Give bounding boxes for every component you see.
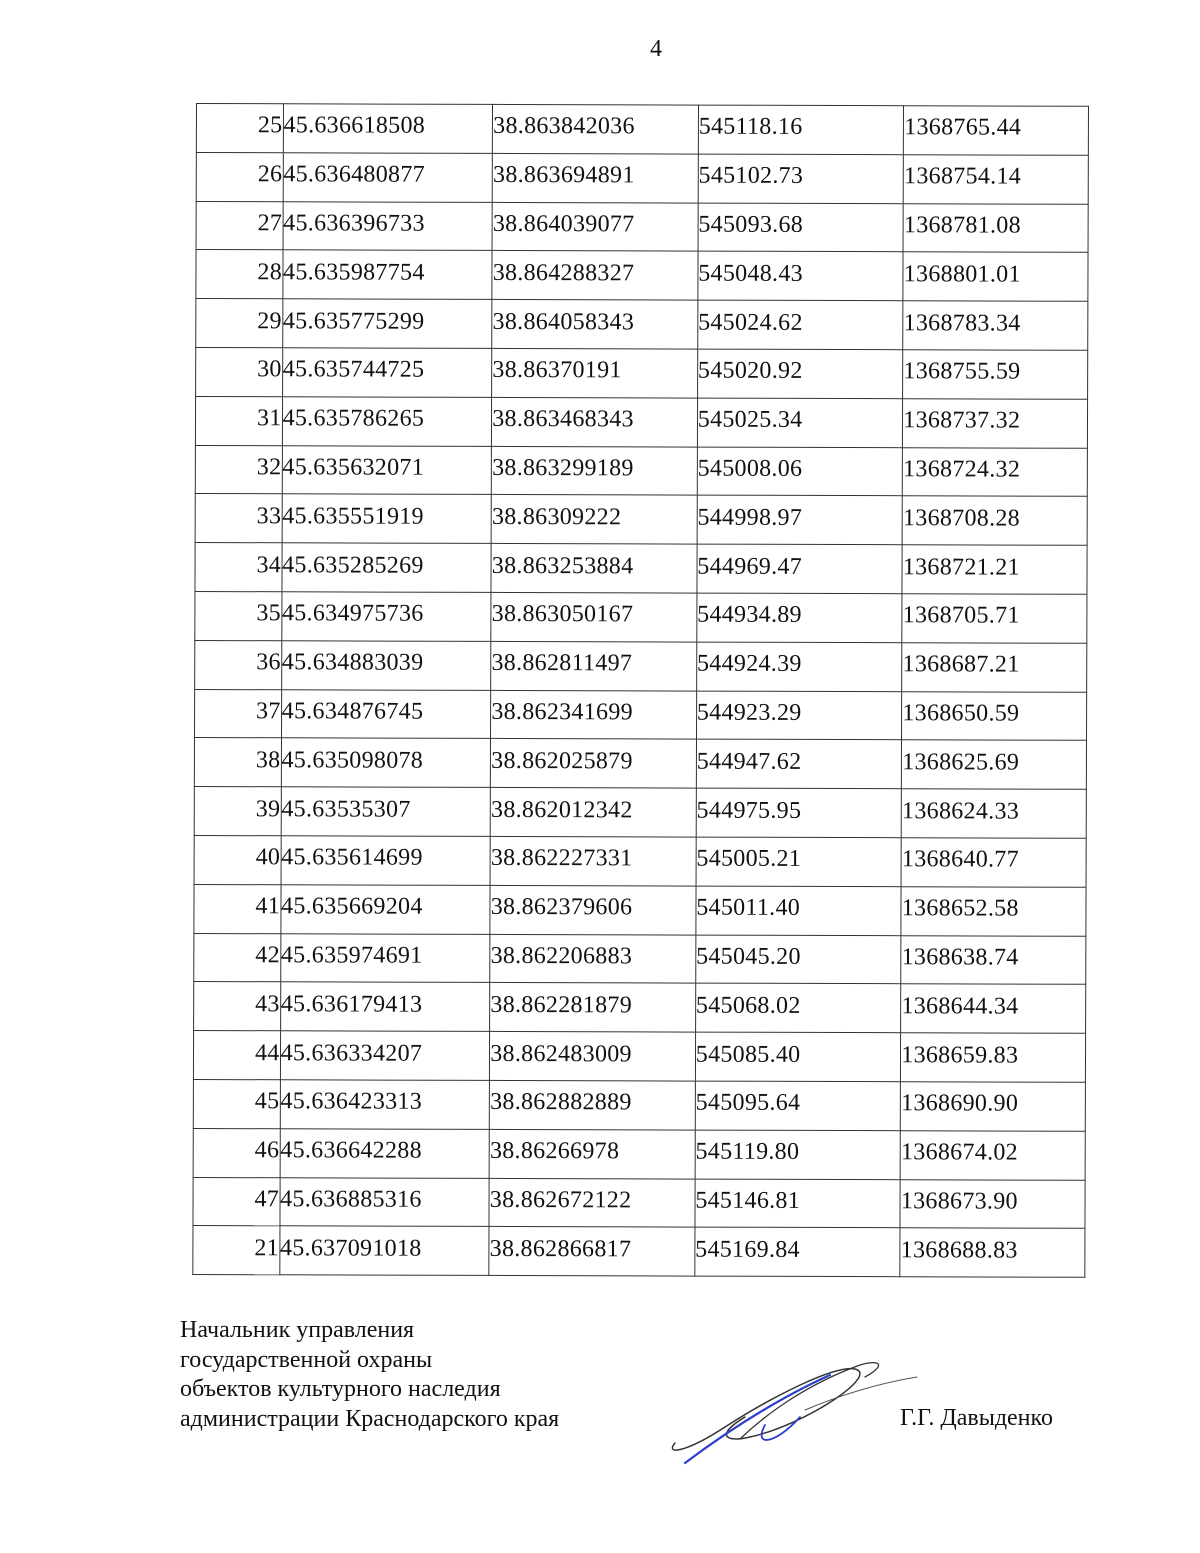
y-coordinate-cell: 1368644.34 <box>901 984 1086 1033</box>
signatory-title-line: Начальник управления <box>180 1317 415 1343</box>
y-coordinate-cell: 1368690.90 <box>901 1082 1086 1131</box>
handwritten-signature <box>655 1355 925 1475</box>
point-number-cell: 31 <box>195 396 282 445</box>
signatory-title-line: государственной охраны <box>180 1346 433 1373</box>
y-coordinate-cell: 1368659.83 <box>901 1033 1086 1082</box>
latitude-cell: 45.634883039 <box>281 641 491 690</box>
x-coordinate-cell: 545011.40 <box>696 886 902 935</box>
latitude-cell: 45.636480877 <box>283 153 493 202</box>
table-row <box>193 1079 1085 1131</box>
latitude-cell: 45.635744725 <box>282 348 492 397</box>
longitude-cell: 38.864039077 <box>492 202 698 251</box>
table-row <box>196 152 1088 204</box>
y-coordinate-cell: 1368640.77 <box>901 838 1086 887</box>
longitude-cell: 38.86266978 <box>489 1129 695 1178</box>
latitude-cell: 45.635669204 <box>280 885 490 934</box>
table-row <box>194 933 1086 985</box>
longitude-cell: 38.86309222 <box>491 495 697 544</box>
x-coordinate-cell: 545005.21 <box>696 837 902 886</box>
table-row <box>195 591 1087 643</box>
point-number-cell: 41 <box>194 884 281 933</box>
point-number-cell: 29 <box>196 299 283 348</box>
longitude-cell: 38.86370191 <box>492 348 698 397</box>
table-row <box>196 299 1088 351</box>
longitude-cell: 38.863253884 <box>491 544 697 593</box>
x-coordinate-cell: 544924.39 <box>696 642 902 691</box>
longitude-cell: 38.862206883 <box>490 934 696 983</box>
latitude-cell: 45.634876745 <box>281 689 491 738</box>
x-coordinate-cell: 544923.29 <box>696 691 902 740</box>
latitude-cell: 45.636334207 <box>280 1031 490 1080</box>
y-coordinate-cell: 1368674.02 <box>900 1130 1085 1179</box>
point-number-cell: 46 <box>193 1128 280 1177</box>
point-number-cell: 42 <box>194 933 281 982</box>
y-coordinate-cell: 1368737.32 <box>903 399 1088 448</box>
longitude-cell: 38.863299189 <box>492 446 698 495</box>
table-row <box>196 201 1088 253</box>
y-coordinate-cell: 1368721.21 <box>902 545 1087 594</box>
longitude-cell: 38.862483009 <box>490 1032 696 1081</box>
point-number-cell: 40 <box>194 835 281 884</box>
longitude-cell: 38.864288327 <box>492 251 698 300</box>
point-number-cell: 45 <box>193 1079 280 1128</box>
table-row <box>195 689 1087 741</box>
table-row <box>195 494 1087 546</box>
table-row <box>194 982 1086 1034</box>
longitude-cell: 38.862281879 <box>490 983 696 1032</box>
x-coordinate-cell: 545146.81 <box>695 1179 901 1228</box>
table-row <box>193 1177 1085 1229</box>
x-coordinate-cell: 544975.95 <box>696 788 902 837</box>
y-coordinate-cell: 1368755.59 <box>903 350 1088 399</box>
x-coordinate-cell: 545008.06 <box>697 447 903 496</box>
point-number-cell: 32 <box>195 445 282 494</box>
y-coordinate-cell: 1368724.32 <box>903 447 1088 496</box>
latitude-cell: 45.635614699 <box>281 836 491 885</box>
y-coordinate-cell: 1368624.33 <box>901 789 1086 838</box>
point-number-cell: 43 <box>194 982 281 1031</box>
coordinates-table <box>192 103 1089 1278</box>
y-coordinate-cell: 1368708.28 <box>902 496 1087 545</box>
point-number-cell: 44 <box>193 1031 280 1080</box>
point-number-cell: 28 <box>196 250 283 299</box>
x-coordinate-cell: 544969.47 <box>697 544 903 593</box>
table-row <box>194 738 1086 790</box>
point-number-cell: 30 <box>196 347 283 396</box>
longitude-cell: 38.863050167 <box>491 592 697 641</box>
longitude-cell: 38.862866817 <box>489 1227 695 1276</box>
point-number-cell: 37 <box>195 689 282 738</box>
longitude-cell: 38.863694891 <box>492 153 698 202</box>
table-row <box>194 884 1086 936</box>
x-coordinate-cell: 545045.20 <box>696 935 902 984</box>
point-number-cell: 25 <box>196 104 283 153</box>
table-row <box>194 787 1086 839</box>
y-coordinate-cell: 1368652.58 <box>901 886 1086 935</box>
signer-name: Г.Г. Давыденко <box>900 1405 1053 1431</box>
latitude-cell: 45.635098078 <box>281 738 491 787</box>
longitude-cell: 38.864058343 <box>492 300 698 349</box>
y-coordinate-cell: 1368638.74 <box>901 935 1086 984</box>
x-coordinate-cell: 544934.89 <box>697 593 903 642</box>
table-row <box>196 104 1088 156</box>
point-number-cell: 39 <box>194 787 281 836</box>
latitude-cell: 45.636642288 <box>280 1129 490 1178</box>
point-number-cell: 34 <box>195 543 282 592</box>
latitude-cell: 45.636618508 <box>283 104 493 153</box>
table-row <box>193 1031 1085 1083</box>
point-number-cell: 38 <box>194 738 281 787</box>
x-coordinate-cell: 545118.16 <box>698 105 904 154</box>
x-coordinate-cell: 545095.64 <box>695 1081 901 1130</box>
y-coordinate-cell: 1368687.21 <box>902 642 1087 691</box>
table-row <box>196 347 1088 399</box>
x-coordinate-cell: 545068.02 <box>695 983 901 1032</box>
x-coordinate-cell: 545025.34 <box>697 398 903 447</box>
latitude-cell: 45.635775299 <box>282 299 492 348</box>
point-number-cell: 33 <box>195 494 282 543</box>
point-number-cell: 35 <box>195 591 282 640</box>
longitude-cell: 38.862811497 <box>491 641 697 690</box>
point-number-cell: 21 <box>193 1226 280 1275</box>
signatory-title-line: администрации Краснодарского края <box>180 1405 560 1432</box>
longitude-cell: 38.862341699 <box>491 690 697 739</box>
latitude-cell: 45.63535307 <box>281 787 491 836</box>
longitude-cell: 38.863468343 <box>492 397 698 446</box>
table-row <box>194 835 1086 887</box>
x-coordinate-cell: 545093.68 <box>698 203 904 252</box>
latitude-cell: 45.635987754 <box>282 250 492 299</box>
table-row <box>195 396 1087 448</box>
x-coordinate-cell: 545024.62 <box>698 300 904 349</box>
x-coordinate-cell: 544947.62 <box>696 739 902 788</box>
latitude-cell: 45.637091018 <box>279 1226 489 1275</box>
table-row <box>193 1128 1085 1180</box>
longitude-cell: 38.862025879 <box>491 739 697 788</box>
longitude-cell: 38.862379606 <box>490 885 696 934</box>
x-coordinate-cell: 545102.73 <box>698 154 904 203</box>
y-coordinate-cell: 1368754.14 <box>903 155 1088 204</box>
y-coordinate-cell: 1368765.44 <box>904 106 1089 155</box>
x-coordinate-cell: 545048.43 <box>698 251 904 300</box>
latitude-cell: 45.636396733 <box>283 201 493 250</box>
x-coordinate-cell: 545119.80 <box>695 1130 901 1179</box>
point-number-cell: 47 <box>193 1177 280 1226</box>
x-coordinate-cell: 545085.40 <box>695 1032 901 1081</box>
x-coordinate-cell: 545169.84 <box>695 1227 901 1276</box>
latitude-cell: 45.636179413 <box>280 982 490 1031</box>
coordinates-table-body <box>193 104 1089 1278</box>
latitude-cell: 45.634975736 <box>281 592 491 641</box>
longitude-cell: 38.862672122 <box>489 1178 695 1227</box>
table-row <box>195 640 1087 692</box>
signatory-title-line: объектов культурного наследия <box>180 1376 501 1402</box>
y-coordinate-cell: 1368783.34 <box>903 301 1088 350</box>
latitude-cell: 45.635974691 <box>280 933 490 982</box>
table-row <box>196 250 1088 302</box>
point-number-cell: 27 <box>196 201 283 250</box>
x-coordinate-cell: 544998.97 <box>697 495 903 544</box>
latitude-cell: 45.635786265 <box>282 397 492 446</box>
table-row <box>193 1226 1085 1278</box>
y-coordinate-cell: 1368801.01 <box>903 252 1088 301</box>
y-coordinate-cell: 1368673.90 <box>900 1179 1085 1228</box>
signatory-title <box>180 1316 559 1434</box>
page-number: 4 <box>650 36 662 62</box>
y-coordinate-cell: 1368625.69 <box>902 740 1087 789</box>
y-coordinate-cell: 1368650.59 <box>902 691 1087 740</box>
point-number-cell: 36 <box>195 640 282 689</box>
y-coordinate-cell: 1368705.71 <box>902 594 1087 643</box>
longitude-cell: 38.862227331 <box>490 836 696 885</box>
point-number-cell: 26 <box>196 152 283 201</box>
latitude-cell: 45.635551919 <box>282 494 492 543</box>
y-coordinate-cell: 1368781.08 <box>903 203 1088 252</box>
longitude-cell: 38.862882889 <box>490 1080 696 1129</box>
latitude-cell: 45.635285269 <box>282 543 492 592</box>
latitude-cell: 45.635632071 <box>282 445 492 494</box>
table-row <box>195 445 1087 497</box>
latitude-cell: 45.636423313 <box>280 1080 490 1129</box>
table-row <box>195 543 1087 595</box>
x-coordinate-cell: 545020.92 <box>697 349 903 398</box>
latitude-cell: 45.636885316 <box>280 1177 490 1226</box>
longitude-cell: 38.863842036 <box>493 104 699 153</box>
y-coordinate-cell: 1368688.83 <box>900 1228 1085 1277</box>
longitude-cell: 38.862012342 <box>490 788 696 837</box>
